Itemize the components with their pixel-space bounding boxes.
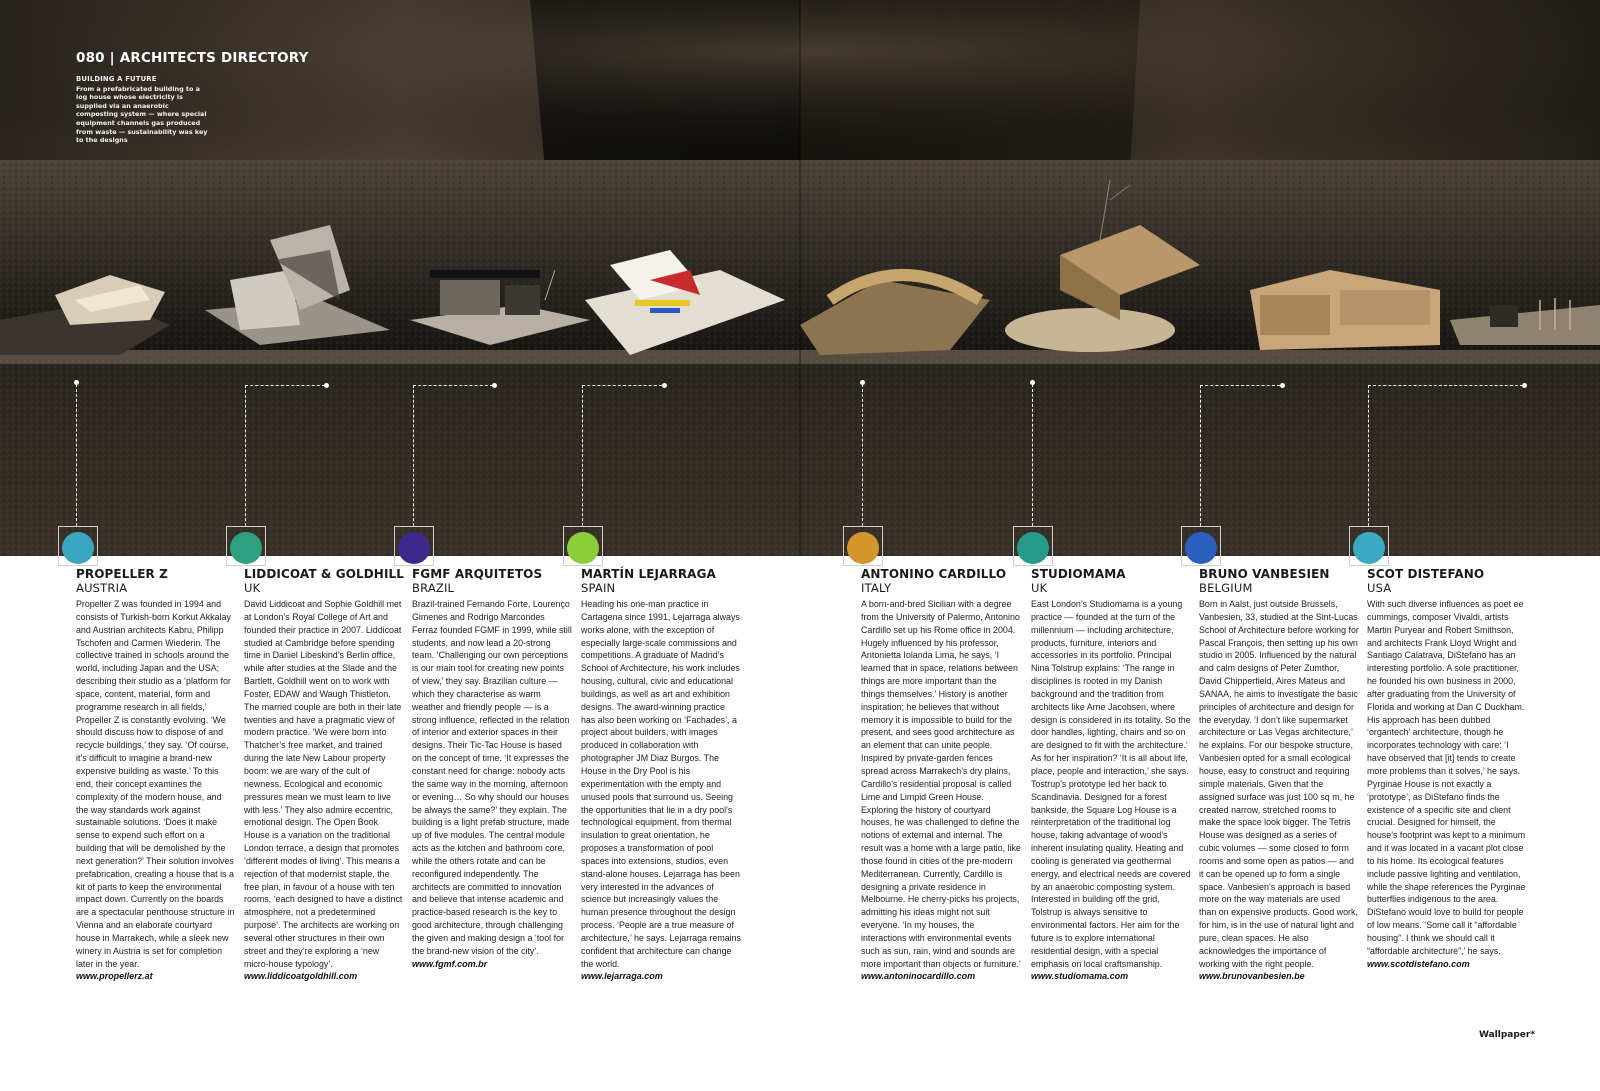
leader-node (662, 383, 667, 388)
marker-dot (1353, 532, 1385, 564)
architect-bio: Born in Aalst, just outside Brussels, Vanbesien, 33, studied at the Sint-Lucas School of Architecture before working for Pascal François, then setting up his own studio in 2005. Influenced by the natural and calm designs of Peter Zumthor, David Chipperfield, Aires Mateus and SANAA, he aims to investigate the basic principles of architecture and design for the everyday. ‘I don’t like supermarket architecture or Las Vegas architecture,’ he explains. For our bespoke structure, Vanbesien opted for a small ecological house, easy to construct and requiring simple materials. Given that the assigned surface was just 100 sq m, he created narrow, stretched rooms to make the space look bigger. The Tetris House was designed as a series of cubic volumes — some closed to form rooms and some open as patios — and it can be opened up to form a single space. Vanbesien’s approach is based more on the way materials are used than on expensive products. Good work, for him, is in the use of natural light and pure, clean spaces. He also acknowledges the importance of working with the right people. (1199, 599, 1359, 969)
architect-bio: A born-and-bred Sicilian with a degree from the University of Palermo, Antonino Cardillo set up his Rome office in 2004. Hugely influenced by his professor, Antonietta Iolanda Lima, he says, ‘I learned that in space, relations between things are more important than the things themselves.’ History is another inspiration; he believes that without memory it is impossible to build for the present, and sees good architecture as an element that can unite people. Inspired by private-garden fences spread across Marrakech’s dry plains, Cardillo’s residential proposal is called Lime and Limpid Green House. Exploring the history of courtyard houses, he was challenged to define the notions of external and internal. The result was a home with a large patio, like those found in cities of the pre-modern Mediterranean. Currently, Cardillo is designing a private residence in Melbourne. He cherry-picks his projects, admitting his ideas might not suit everyone. ‘In my houses, the interactions with environmental events such as sun, rain, wind and sounds are more important than objects or furniture.’ (861, 599, 1021, 969)
architect-name: BRUNO VANBESIEN (1199, 567, 1330, 581)
magazine-folio: Wallpaper* (1479, 1030, 1536, 1040)
architect-url[interactable]: www.studiomama.com (1031, 971, 1129, 982)
architect-bio: Heading his one-man practice in Cartagena since 1991, Lejarraga always works alone, with the exception of especially large-scale commissions and competitions. A graduate of Madrid’s School of Architecture, his work includes housing, cultural, civic and educational buildings, as well as art and exhibition designs. The award-winning practice has also been working on ‘Fachades’, a project about builders, with images produced in collaboration with photographer JM Diaz Burgos. The House in the Dry Pool is his experimentation with the empty and unused pools that surround us. Seeing the opportunities that lie in a dry pool’s technological equipment, from thermal insulation to great orientation, he proposes a transformation of pool spaces into extensions, studios, even stand-alone houses. Lejarraga has been very interested in the advances of science but increasingly values the human presence throughout the design process. ‘People are a true measure of architecture,’ he says. Lejarraga remains confident that architecture can change the world. (581, 599, 741, 969)
leader-line (76, 384, 77, 526)
architect-bio: David Liddicoat and Sophie Goldhill met at London’s Royal College of Art and founded their practice in 2007. Liddicoat studied at Cambridge before spending time in Daniel Libeskind’s Berlin office, while after studies at the Slade and the Bartlett, Goldhill went on to work with Foster, EDAW and Waugh Thistleton. The married couple are both in their late twenties and have a pragmatic view of modern practice. ‘We were born into Thatcher’s free market, and trained during the late New Labour property boom: we are wary of the cult of newness. Ecological and economic pressures mean we must learn to live with less.’ They also admire eccentric, emotional design. The Open Book House is a variation on the traditional London terrace, a design that promotes ‘different modes of living’. This means a rejection of that modernist staple, the free plan, in favour of a house with ten rooms, ‘each designed to have a distinct atmosphere, not a predetermined purpose’. The architects are working on several other structures in their own street and they’re exploring a ‘new micro-house typology’. (244, 599, 403, 969)
architect-country: BELGIUM (1199, 581, 1253, 595)
architect-url[interactable]: www.propellerz.at (76, 971, 153, 982)
architect-bio: East London’s Studiomama is a young practice — founded at the turn of the millennium — including architecture, products, furniture, interiors and accessories in its portfolio. Principal Nina Tolstrup explains: ‘The range in disciplines is rooted in my Danish background and the tradition from architects like Arne Jacobsen, where design is considered in its totality. So the door handles, lighting, chairs and so on are designed to fit with the architecture.’ As for her inspiration? ‘It is all about life, place, people and interaction,’ she says. Tostrup’s prototype led her back to Scandinavia. Designed for a forest bankside, the Square Log House is a reinterpretation of the traditional log house, taking advantage of wood’s inherent insulating quality. Heating and cooling is generated via geothermal energy, and electrical needs are covered by an anaerobic composting system. Interested in building off the grid, Tolstrup is always sensitive to environmental factors. Her aim for the future is to explore international residential design, with a special emphasis on local craftsmanship. (1031, 599, 1191, 969)
leader-line (862, 384, 863, 526)
leader-line (1032, 384, 1033, 526)
leader-line (1200, 385, 1201, 526)
architect-url[interactable]: www.lejarraga.com (581, 971, 663, 982)
page-header: 080 | ARCHITECTS DIRECTORY (76, 50, 309, 66)
architect-entry-propeller-z (76, 567, 236, 983)
architect-country: ITALY (861, 581, 892, 595)
caption-title: BUILDING A FUTURE (76, 75, 157, 83)
architect-name: SCOT DISTEFANO (1367, 567, 1485, 581)
marker-dot (847, 532, 879, 564)
architect-bio: Brazil-trained Fernando Forte, Lourenço Gimenes and Rodrigo Marcondes Ferraz founded FGMF in 1999, while still students, and now lead a 20-strong team. ‘Challenging our own perceptions is our main tool for creating new points of view,’ they say. Brazilian culture — which they characterise as warm weather and friendly people — is a strong influence, reflected in the relation of interior and exterior spaces in their designs. Their Tic-Tac House is based on the concept of time. ‘It expresses the constant need for change: nobody acts the same way in the morning, afternoon or evening… So why should our houses be always the same?’ they explain. The building is a light prefab structure, made up of five modules. The central module acts as the kitchen and bathroom core, while the others rotate and can be reconfigured independently. The architects are committed to innovation and believe that intense academic and practice-based research is the key to good architecture, through challenging the given and making design a ‘tool for the brand-new vision of the city’. (412, 599, 572, 956)
leader-node (1522, 383, 1527, 388)
leader-line (413, 385, 414, 526)
architect-country: UK (1031, 581, 1048, 595)
architect-name: PROPELLER Z (76, 567, 168, 581)
architect-name: LIDDICOAT & GOLDHILL (244, 567, 405, 581)
marker-propeller-z (58, 526, 98, 566)
marker-dot (62, 532, 94, 564)
leader-line (1368, 385, 1369, 526)
architect-url[interactable]: www.brunovanbesien.be (1199, 971, 1305, 982)
architect-name: FGMF ARQUITETOS (412, 567, 543, 581)
architect-bio: Propeller Z was founded in 1994 and consists of Turkish-born Korkut Akkalay and Austrian architects Kabru, Philipp Tschofen and Carmen Wiederin. The collective trained in schools around the world, including Japan and the USA; describing their studio as a ‘platform for space, content, material, form and programme research in all fields,’ Propeller Z is constantly evolving. ‘We should discuss how to dispose of and recycle buildings,’ they say. ‘Of course, it’s difficult to imagine a brand-new expensive building as waste.’ To this end, their concept examines the complexity of the modern house, and the way standards work against sustainable solutions. ‘Does it make sense to expend such effort on a building that will be demolished by the next generation?’ Their solution involves prefabrication, creating a house that is a kit of parts to keep the environmental impact down. Currently on the boards are a spectacular penthouse structure in Vienna and an elaborate courtyard house in Marrakech, while a sleek new winery in Austria is set for completion later in the year. (76, 599, 235, 969)
leader-node (1280, 383, 1285, 388)
architect-name: ANTONINO CARDILLO (861, 567, 1007, 581)
marker-vanbesien (1181, 526, 1221, 566)
architect-country: SPAIN (581, 581, 616, 595)
marker-dot (567, 532, 599, 564)
leader-line (245, 385, 325, 386)
architect-entry-cardillo (861, 567, 1021, 983)
caption-text: From a prefabricated building to a log house whose electricity is supplied via an anaerobic composting system — where special equipment channels gas produced from waste — sustainability was key to the designs (76, 84, 208, 145)
architect-entry-fgmf (412, 567, 572, 970)
architect-url[interactable]: www.fgmf.com.br (412, 958, 488, 969)
marker-liddicoat-goldhill (226, 526, 266, 566)
architect-name: STUDIOMAMA (1031, 567, 1126, 581)
architect-country: AUSTRIA (76, 581, 128, 595)
marker-distefano (1349, 526, 1389, 566)
architect-bio: With such diverse influences as poet ee cummings, composer Vivaldi, artists Martin Puryear and Robert Smithson, and architects Frank Lloyd Wright and Santiago Calatrava, DiStefano has an interesting portfolio. A sole practitioner, he founded his own business in 2000, after graduating from the University of Florida and working at Dan C Duckham. His approach has been dubbed ‘organtech’ architecture, though he incorporates technology with care: ‘I have observed that [it] tends to create more problems than it solves,’ he says. Pyrginae House is not exactly a ‘prototype’, as DiStefano finds the existence of a specific site and client crucial. Designed for himself, the house’s footprint was kept to a minimum and it was located in a vacant plot close to his home. Its ecological features include passive lighting and ventilation, while the shape references the Pyrginae butterflies indigenous to the area. DiStefano would love to build for people of low means. ‘Some call it “affordable housing”. I think we should call it “affordable architecture”,’ he says. (1367, 599, 1526, 956)
architect-url[interactable]: www.scotdistefano.com (1367, 958, 1470, 969)
architect-entry-liddicoat-goldhill (244, 567, 404, 983)
architect-url[interactable]: www.liddicoatgoldhill.com (244, 971, 358, 982)
leader-line (245, 385, 246, 526)
leader-line (1368, 385, 1523, 386)
marker-lejarraga (563, 526, 603, 566)
marker-cardillo (843, 526, 883, 566)
marker-dot (230, 532, 262, 564)
architect-entry-distefano (1367, 567, 1527, 970)
leader-node (324, 383, 329, 388)
leader-line (1200, 385, 1280, 386)
architect-entry-vanbesien (1199, 567, 1359, 983)
leader-node (492, 383, 497, 388)
marker-dot (1017, 532, 1049, 564)
architect-url[interactable]: www.antoninocardillo.com (861, 971, 976, 982)
architect-country: USA (1367, 581, 1392, 595)
architect-entry-studiomama (1031, 567, 1191, 983)
leader-line (582, 385, 662, 386)
architect-name: MARTÍN LEJARRAGA (581, 567, 716, 581)
marker-dot (1185, 532, 1217, 564)
marker-studiomama (1013, 526, 1053, 566)
marker-fgmf (394, 526, 434, 566)
architect-entry-lejarraga (581, 567, 741, 983)
architect-country: BRAZIL (412, 581, 455, 595)
marker-dot (398, 532, 430, 564)
architect-country: UK (244, 581, 261, 595)
photo-caption (76, 75, 208, 145)
leader-line (582, 385, 583, 526)
leader-line (413, 385, 493, 386)
